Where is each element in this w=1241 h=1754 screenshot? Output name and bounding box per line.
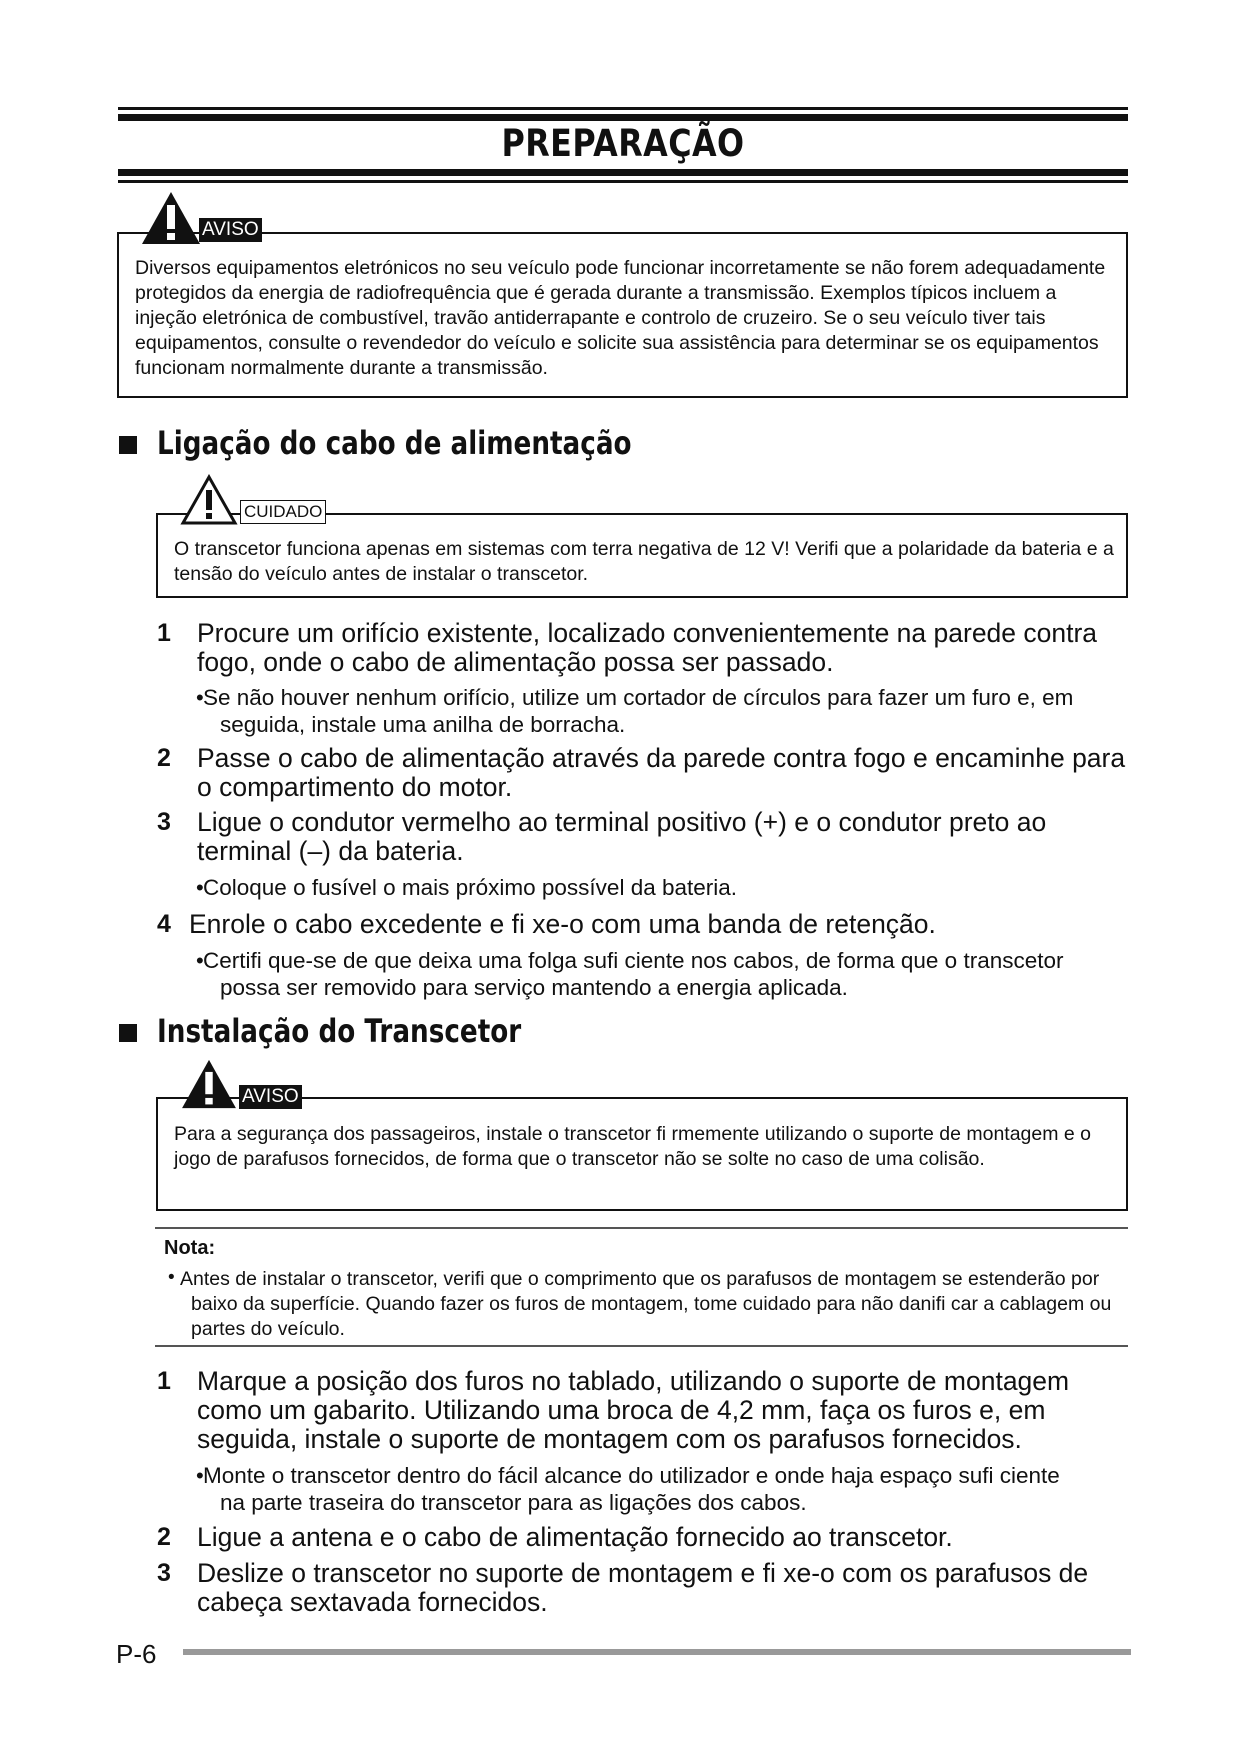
caution-text: O transcetor funciona apenas em sistemas com terra negativa de 12 V! Verifi que a polaridade da bateria e a tensão do veículo antes de instalar o transcetor. — [174, 538, 1114, 585]
step-number: 1 — [157, 619, 171, 647]
footer-rule — [183, 1649, 1131, 1655]
step-text: Ligue o condutor vermelho ao terminal positivo (+) e o condutor preto ao terminal (–) da bateria. — [197, 807, 1047, 866]
step-number: 3 — [157, 1559, 171, 1587]
step-number: 2 — [157, 744, 171, 772]
step-text: Marque a posição dos furos no tablado, utilizando o suporte de montagem como um gabarito. Utilizando uma broca de 4,2 mm, faça os furos e, em seguida, instale o suporte de montagem com os parafusos fornecidos. — [197, 1366, 1070, 1454]
caution-badge: CUIDADO — [240, 500, 326, 524]
page-number: P-6 — [116, 1639, 157, 1669]
title-rule-top-thin — [118, 107, 1128, 110]
step-number: 4 — [157, 910, 171, 938]
warning-badge: AVISO — [199, 218, 262, 242]
step-number: 1 — [157, 1367, 171, 1395]
note-rule-top — [155, 1227, 1128, 1229]
step-text: Enrole o cabo excedente e fi xe-o com uma banda de retenção. — [189, 909, 936, 939]
warning-text: Para a segurança dos passageiros, instale o transcetor fi rmemente utilizando o suporte de montagem e o jogo de parafusos fornecidos, de forma que o transcetor não se solte no caso de uma colisão. — [174, 1123, 1092, 1170]
bullet-dot: • — [196, 1463, 204, 1488]
warning-badge: AVISO — [239, 1085, 302, 1109]
bullet-text: Se não houver nenhum orifício, utilize um cortador de círculos para fazer um furo e, em seguida, instale uma anilha de borracha. — [203, 685, 1074, 737]
bullet-text: Certifi que-se de que deixa uma folga sufi ciente nos cabos, de forma que o transcetor possa ser removido para serviço mantendo a energia aplicada. — [203, 948, 1064, 1000]
bullet-text: Monte o transcetor dentro do fácil alcance do utilizador e onde haja espaço sufi ciente na parte traseira do transcetor para as ligações dos cabos. — [203, 1463, 1060, 1515]
section-square-icon — [119, 1024, 137, 1042]
page-title: PREPARAÇÃO — [501, 122, 745, 165]
bullet-text: Coloque o fusível o mais próximo possível da bateria. — [203, 875, 738, 900]
step-text: Deslize o transcetor no suporte de montagem e fi xe-o com os parafusos de cabeça sextavada fornecidos. — [197, 1558, 1089, 1617]
step-text: Passe o cabo de alimentação através da parede contra fogo e encaminhe para o compartimento do motor. — [197, 743, 1126, 802]
step-text: Procure um orifício existente, localizado convenientemente na parede contra fogo, onde o cabo de alimentação possa ser passado. — [197, 618, 1098, 677]
section-square-icon — [119, 436, 137, 454]
warning-text: Diversos equipamentos eletrónicos no seu veículo pode funcionar incorretamente se não forem adequadamente protegidos da energia de radiofrequência que é gerada durante a transmissão. Exemplos típicos incluem a injeção eletrónica de combustível, travão antiderrapante e controlo de cruzeiro. Se o seu veículo tiver tais equipamentos, consulte o revendedor do veículo e solicite sua assistência para determinar se os equipamentos funcionam normalmente durante a transmissão. — [135, 257, 1106, 379]
bullet-dot: • — [196, 948, 204, 973]
warning-triangle-icon — [180, 1058, 238, 1110]
bullet-dot: • — [196, 685, 204, 710]
bullet-dot: • — [196, 875, 204, 900]
caution-triangle-icon — [180, 474, 238, 526]
title-rule-bottom-thick — [118, 169, 1128, 176]
section-heading-installation: Instalação do Transcetor — [157, 1012, 522, 1050]
step-number: 3 — [157, 808, 171, 836]
note-rule-bottom — [155, 1345, 1128, 1347]
warning-triangle-icon — [140, 190, 202, 246]
step-number: 2 — [157, 1523, 171, 1551]
bullet-dot: • — [168, 1267, 175, 1288]
section-heading-power-cable: Ligação do cabo de alimentação — [157, 424, 632, 462]
note-title: Nota: — [164, 1237, 216, 1259]
note-text: Antes de instalar o transcetor, verifi que o comprimento que os parafusos de montagem se estenderão por baixo da superfície. Quando fazer os furos de montagem, tome cuidado para não danifi car a cablagem ou partes do veículo. — [180, 1268, 1112, 1340]
title-rule-bottom-thin — [118, 180, 1128, 183]
step-text: Ligue a antena e o cabo de alimentação fornecido ao transcetor. — [197, 1522, 953, 1552]
title-rule-top-thick — [118, 114, 1128, 121]
